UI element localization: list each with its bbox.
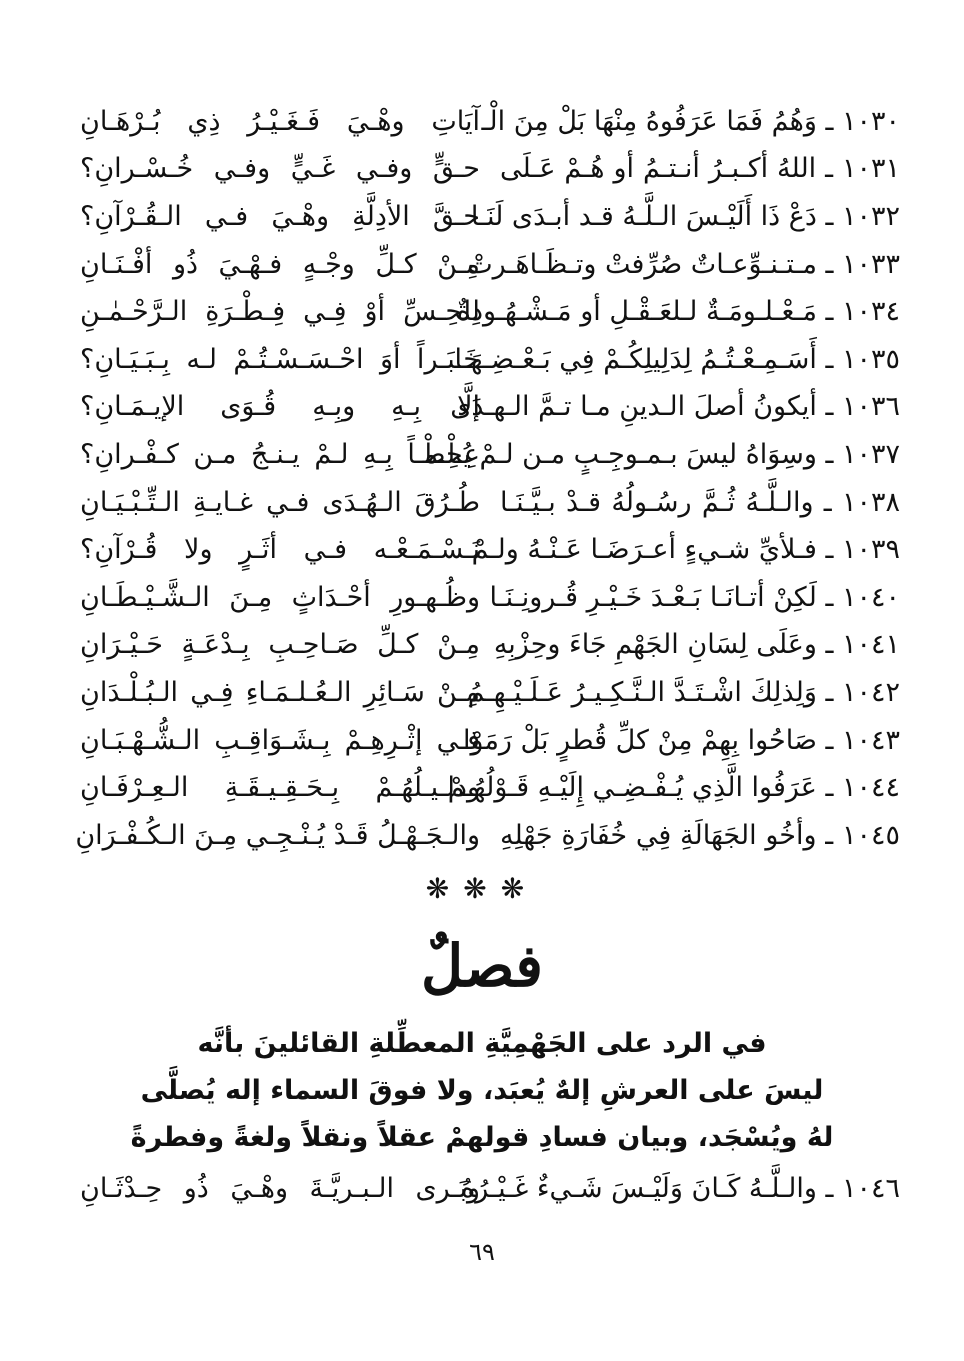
verse-second-hemistich: وظُـهـورِ أحْـدَاثٍ مِـنَ الـشَّـيْـطَـانِ [80, 581, 480, 613]
verse-second-hemistich: مِـنْ كـلِّ صَـاحِـبِ بِـدْعَـةٍ حَـيْـرَانِ [80, 629, 480, 661]
verse-1032 [60, 193, 900, 241]
verse-1033 [60, 241, 900, 289]
verse-first-hemistich: ١٠٣٢ ـ دَعْ ذَا أَلَيْـسَ الـلَّـهُ قـد أبـدَى لَنَـا [470, 200, 900, 232]
verse-first-hemistich: ١٠٣١ ـ اللهُ أكـبـرُ أنـتـمُ أو هُـمْ عَـلَى [500, 153, 900, 185]
verse-second-hemistich: ودلـيـلُهُـمْ بِـحَـقِـيـقَـةِ الـعِـرْفَـانِ [80, 772, 480, 804]
verse-second-hemistich: حـقٍّ وفـي غَـيٍّ وفـي خُـسْـرانِ؟ [80, 153, 480, 185]
verse-first-hemistich: ١٠٤١ ـ وعَلَى لِسَانِ الجَهْمِ جَاءَ وحِزْبِهِ [493, 629, 900, 661]
verse-1046 [60, 1165, 900, 1213]
section-divider: ❋❋❋ [425, 872, 539, 905]
verse-1036 [60, 384, 900, 432]
verse-first-hemistich: ١٠٤٠ ـ لَكِنْ أتـانَـا بَـعْـدَ خَـيْـرِ قُـرونِـنَـا [489, 581, 900, 613]
verse-first-hemistich: ١٠٣٥ ـ أَسَـمِـعْـتُـمُ لِدَلِيلِكُـمْ فِي بَـعْـضِـهَـا [454, 343, 900, 375]
section-subheading [80, 1020, 884, 1161]
verse-first-hemistich: ١٠٣٨ ـ والـلَّـهُ ثُـمَّ رسُـولُهُ قـدْ بـيَّـنَـا [500, 486, 900, 518]
verse-1038 [60, 479, 900, 527]
verse-second-hemistich: وبَـرى الـبـريَّـةَ وهْـيَ ذُو حِـدْثَـانِ [80, 1172, 480, 1204]
verse-first-hemistich: ١٠٤٢ ـ وَلِذلِكَ اشْـتَـدَّ الـنَّـكِـيـرُ عَـلَـيْـهِـمُ [467, 676, 900, 708]
verse-second-hemistich: مِـنْ سَـائِرِ الـعُـلـمَـاءِ فِـي الـبُـلْـدَانِ [80, 676, 480, 708]
verse-1031 [60, 146, 900, 194]
verse-list [60, 98, 900, 860]
page-number: ٦٩ [469, 1238, 495, 1266]
verse-1043 [60, 717, 900, 765]
verse-first-hemistich: ١٠٤٦ ـ والـلَّـهُ كَـانَ وَلَيْـسَ شَـيءٌ غَـيْـرُهُ [461, 1172, 900, 1204]
section-heading: فصلٌ [421, 932, 543, 1000]
verse-first-hemistich: ١٠٤٥ ـ وأخُو الجَهَالَةِ فِي خُفَارَةِ جَهْلِهِ [500, 819, 900, 851]
verse-1041 [60, 622, 900, 670]
verse-first-hemistich: ١٠٣٠ ـ وَهُمُ فَمَا عَرَفُوهُ مِنْهَا بَلْ مِنَ الْـ [481, 105, 900, 137]
subheading-line: ليسَ على العرشِ إلهٌ يُعبَد، ولا فوقَ السماء إله يُصلَّى [140, 1075, 824, 1106]
verse-1039 [60, 526, 900, 574]
verse-second-hemistich: مِـنْ كـلِّ وجْـهٍ فـهْـيَ ذُو أفْـنَـانِ [80, 248, 480, 280]
verse-1040 [60, 574, 900, 622]
verse-1035 [60, 336, 900, 384]
verse-second-hemistich: طُـرُقَ الـهُـدَى فـي غـايـةِ الـتِّـبْـيَـانِ [80, 486, 480, 518]
verse-1045 [60, 812, 900, 860]
verse-first-hemistich: ١٠٤٣ ـ صَاحُوا بِهِمْ مِنْ كلِّ قُطرٍ بَلْ رَمَوْا [463, 724, 900, 756]
verse-first-hemistich: ١٠٣٩ ـ فـلأيِّ شـيءٍ أعـرَضَـا عَـنْـهُ ولـمْ [471, 534, 900, 566]
verse-second-hemistich: لِلحِـسِّ أوْ فِـي فِـطْـرَةِ الـرَّحْـمٰـنِ [80, 296, 480, 328]
verse-first-hemistich: ١٠٣٧ ـ وسِوَاهُ ليسَ بـمـوجِـبٍ مـن لـمْ يُحِطْ [420, 438, 900, 470]
verse-second-hemistich: خَـبَـراً أوَ احْـسَـسْـتُـمْ لـه بِـبَـيَـانِ؟ [80, 343, 480, 375]
verse-second-hemistich: حـقَّ الأدِلَّةِ وهْـيَ فـي الـقُـرْآنِ؟ [80, 200, 480, 232]
verse-second-hemistich: نَـسْـمَـعْـه فـي أثَـرٍ ولا قُـرْآنِ؟ [80, 534, 480, 566]
verse-1037 [60, 431, 900, 479]
verse-1030 [60, 98, 900, 146]
verse-first-hemistich: ١٠٣٣ ـ مـتـنـوِّعـاتٌ صُرِّفتْ وتـظَـاهَـرتْ [467, 248, 900, 280]
verse-1042 [60, 669, 900, 717]
verse-1044 [60, 764, 900, 812]
verse-first-hemistich: ١٠٣٤ ـ مَـعْـلـومَـةٌ لـلعَـقْـلِ أو مَـشْـهُـودةٌ [456, 296, 900, 328]
verse-second-hemistich: آيَاتِ وهْـيَ فَـغَـيْـرُ ذِي بُـرْهَـانِ [80, 105, 480, 137]
verse-list-continued [60, 1165, 900, 1213]
subheading-line: في الرد على الجَهْمِيَّةِ المعطِّلةِ القائلينَ بأنَّه [197, 1028, 767, 1059]
subheading-line: لهُ ويُسْجَد، وبيان فسادِ قولهمْ عقلاً ونقلاً ولغةً وفطرةً [130, 1122, 834, 1153]
verse-second-hemistich: عِـلْـمـاً بِـهِ لـمْ يـنـجُ مـن كـفْـرانِ؟ [80, 438, 480, 470]
verse-second-hemistich: فِـي إثْـرِهِـمْ بِـشَـوَاقِـبِ الـشُّـهْـبَـانِ [80, 724, 480, 756]
verse-first-hemistich: ١٠٣٦ ـ أيكونُ أصلَ الـدينِ مـا تـمَّ الـهـدَى [450, 391, 900, 423]
verse-first-hemistich: ١٠٤٤ ـ عَرَفُوا الَّذِي يُـفْـضِـي إِلَيْـهِ قَـوْلُهُـمْ [447, 772, 900, 804]
verse-second-hemistich: والـجَـهْـلُ قَـدْ يُـنْـجِـي مِـنَ الـكُـفْـرَانِ [75, 819, 480, 851]
verse-second-hemistich: إلَّا بِـهِ وبِـهِ قُـوَى الإيـمَـانِ؟ [80, 391, 480, 423]
verse-1034 [60, 288, 900, 336]
